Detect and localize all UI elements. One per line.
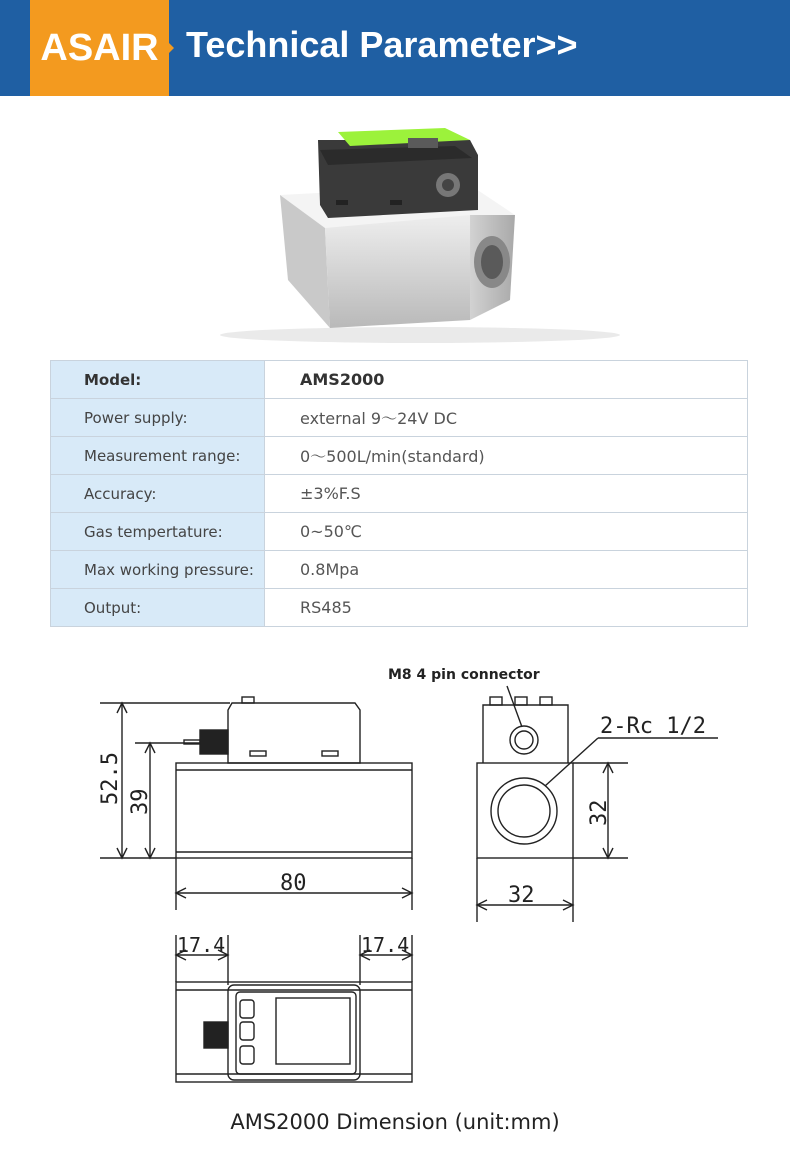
table-row	[51, 513, 748, 551]
spec-value: RS485	[265, 589, 748, 627]
spec-key: Measurement range:	[51, 437, 265, 475]
dimension-drawing	[0, 650, 790, 1100]
dim-length: 80	[280, 871, 307, 896]
spec-key: Output:	[51, 589, 265, 627]
spec-value: 0~50℃	[265, 513, 748, 551]
spec-value: 0～500L/min(standard)	[265, 437, 748, 475]
spec-key: Model:	[51, 361, 265, 399]
table-row	[51, 399, 748, 437]
spec-table	[50, 360, 748, 627]
dim-side-height: 32	[587, 799, 612, 826]
dim-offset-right: 17.4	[361, 933, 410, 957]
drawing-caption: AMS2000 Dimension (unit:mm)	[230, 1110, 560, 1134]
header-banner	[0, 0, 790, 96]
spec-value: AMS2000	[265, 361, 748, 399]
spec-key: Accuracy:	[51, 475, 265, 513]
section-title: Technical Parameter>>	[186, 24, 578, 65]
connector-label: M8 4 pin connector	[388, 667, 540, 683]
spec-value: external 9～24V DC	[265, 399, 748, 437]
spec-key: Power supply:	[51, 399, 265, 437]
spec-key: Max working pressure:	[51, 551, 265, 589]
table-row	[51, 589, 748, 627]
dim-offset-left: 17.4	[177, 933, 226, 957]
spec-key: Gas tempertature:	[51, 513, 265, 551]
thread-label: 2-Rc 1/2	[600, 714, 706, 739]
dim-side-width: 32	[508, 883, 535, 908]
brand-logo-text: ASAIR	[40, 26, 159, 69]
chevron-right-icon	[166, 40, 174, 56]
table-row	[51, 437, 748, 475]
dim-height-body: 39	[128, 788, 153, 815]
product-image	[180, 110, 670, 350]
table-row	[51, 551, 748, 589]
table-row	[51, 361, 748, 399]
table-row	[51, 475, 748, 513]
spec-value: ±3%F.S	[265, 475, 748, 513]
brand-logo	[30, 0, 169, 96]
spec-value: 0.8Mpa	[265, 551, 748, 589]
dim-height-total: 52.5	[98, 752, 123, 805]
